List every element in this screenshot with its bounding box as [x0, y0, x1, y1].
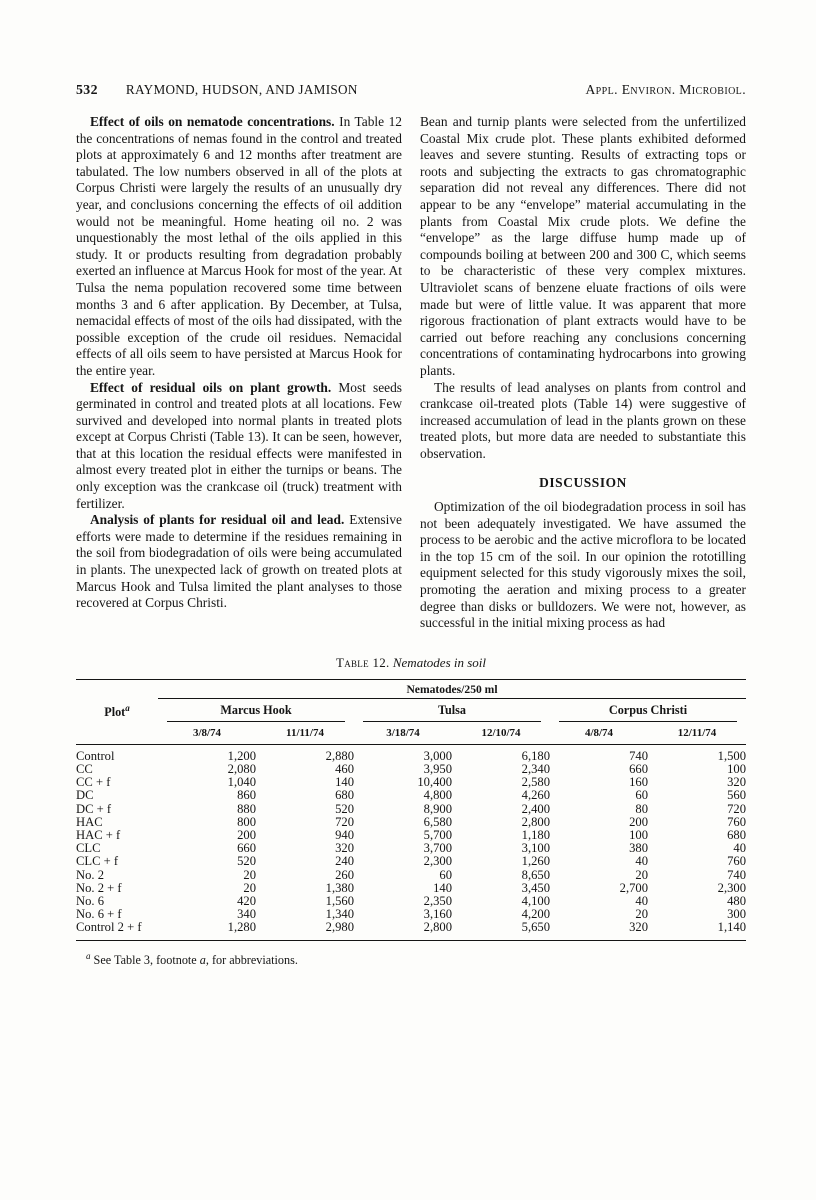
nematode-count-cell: 2,340 — [521, 762, 550, 777]
nematode-count-cell: 5,700 — [423, 828, 452, 843]
nematode-count-cell: 140 — [433, 880, 452, 895]
nematode-count-cell: 520 — [335, 801, 354, 816]
nematode-count-cell: 8,900 — [423, 801, 452, 816]
nematode-count-cell: 560 — [727, 788, 747, 803]
table-caption — [76, 655, 746, 671]
table-row — [76, 869, 746, 882]
nematode-count-cell: 1,380 — [325, 880, 354, 895]
nematode-count-cell: 2,300 — [423, 854, 452, 869]
nematode-count-cell: 3,160 — [423, 907, 452, 922]
nematode-count-cell: 200 — [629, 814, 648, 829]
footnote-text-italic: a — [199, 952, 206, 967]
nematode-count-cell: 660 — [237, 841, 256, 856]
nematode-count-cell: 720 — [335, 814, 354, 829]
nematode-count-cell: 200 — [237, 828, 256, 843]
nematode-count-cell: 260 — [335, 867, 354, 882]
table-12-section — [76, 655, 746, 968]
nematode-count-cell: 760 — [727, 854, 747, 869]
right-column — [420, 114, 746, 632]
nematode-count-cell: 740 — [629, 748, 648, 763]
group-label: Tulsa — [363, 703, 541, 722]
nematode-count-cell: 40 — [635, 894, 648, 909]
nematode-count-cell: 420 — [237, 894, 256, 909]
nematode-count-cell: 2,580 — [521, 775, 550, 790]
nematode-count-cell: 680 — [335, 788, 354, 803]
nematode-count-cell: 10,400 — [417, 775, 452, 790]
nematode-count-cell: 4,800 — [423, 788, 452, 803]
paragraph-discussion-intro: Optimization of the oil biodegradation process in soil has not been adequately investigated. We have assumed the process to be aerobic and the active microflora to be located in the top 15 cm of the soil. In our opinion the rototilling equipment selected for this study vigorously mixes the soil, promoting the aeration and mixing process to a greater degree than disks or bulldozers. We were not, however, as successful in the initial mixing process as had — [420, 499, 746, 631]
nematode-count-cell: 340 — [237, 907, 256, 922]
nematode-count-cell: 1,560 — [325, 894, 354, 909]
nematode-count-cell: 2,300 — [717, 880, 747, 895]
nematode-count-cell: 680 — [727, 828, 747, 843]
table-caption-title: Nematodes in soil — [392, 654, 487, 670]
paragraph-lead: Analysis of plants for residual oil and lead. — [90, 512, 345, 528]
nematode-count-cell: 320 — [629, 920, 648, 935]
date-header-row — [76, 723, 746, 745]
nematode-count-cell: 60 — [439, 867, 452, 882]
plot-label-cell: Control 2 + f — [76, 920, 142, 935]
nematode-count-cell: 940 — [335, 828, 354, 843]
nematode-count-cell: 20 — [243, 880, 256, 895]
paragraph-residual-oils-plant-growth — [76, 380, 402, 513]
nematode-count-cell: 1,040 — [227, 775, 256, 790]
nematode-count-cell: 2,880 — [325, 748, 354, 763]
nematode-count-cell: 460 — [335, 762, 354, 777]
nematode-count-cell: 40 — [733, 841, 747, 856]
page-number: 532 — [76, 82, 98, 97]
nematode-count-cell: 2,400 — [521, 801, 550, 816]
nematode-count-cell: 2,350 — [423, 894, 452, 909]
running-header — [76, 82, 746, 98]
nematode-count-cell: 20 — [635, 907, 648, 922]
nematode-count-cell: 660 — [629, 762, 648, 777]
nematode-count-cell: 880 — [237, 801, 256, 816]
nematode-count-cell: 3,700 — [423, 841, 452, 856]
group-header-tulsa — [354, 698, 550, 723]
nematode-count-cell: 240 — [335, 854, 354, 869]
nematode-count-cell: 100 — [629, 828, 648, 843]
nematode-count-cell: 1,500 — [717, 748, 747, 763]
table-row — [76, 855, 746, 868]
nematode-count-cell: 20 — [243, 867, 256, 882]
journal-name: Appl. Environ. Microbiol. — [585, 82, 746, 97]
table-row — [76, 921, 746, 940]
nematode-count-cell: 1,260 — [521, 854, 550, 869]
group-header-marcus-hook — [158, 698, 354, 723]
nematode-count-cell: 760 — [727, 814, 747, 829]
paragraph-lead-analyses: The results of lead analyses on plants from control and crankcase oil-treated plots (Table 14) were suggestive of increased accumulation of lead in the plants grown on these treated plots, but more data are needed to substantiate this observation. — [420, 379, 746, 461]
table-footnote — [76, 951, 746, 968]
nematode-count-cell: 320 — [727, 775, 747, 790]
nematode-count-cell: 160 — [629, 775, 648, 790]
site-group-row — [76, 698, 746, 723]
nematode-count-cell: 380 — [629, 841, 648, 856]
table-caption-label: Table 12. — [335, 654, 390, 670]
nematode-count-cell: 860 — [237, 788, 256, 803]
discussion-heading: DISCUSSION — [539, 475, 627, 491]
nematode-count-cell: 5,650 — [521, 920, 550, 935]
nematode-count-cell: 480 — [727, 894, 747, 909]
nematode-count-cell: 2,700 — [619, 880, 648, 895]
paragraph-text: In Table 12 the concentrations of nemas found in the control and treated plots at approximately 6 and 12 months after treatment are tabulated. The low numbers observed in all of the plots at Corpus Christi were largely the results of an unusually dry year, and conclusions concerning the effects of oil addition would not be meaningful. Home heating oil no. 2 was unquestionably the most lethal of the oils applied in this study. It or products resulting from degradation probably exerted an influence at Marcus Hook for most of the year. At Tulsa the nema population recovered some time between months 3 and 6 after application. By December, at Tulsa, nemacidal effects of most of the oils had dissipated, with the possible exception of the crude oil residues. Nemacidal effects of all oils seem to have persisted at Marcus Hook for the entire year. — [76, 114, 402, 378]
plot-label-cell: Control — [76, 748, 115, 763]
nematode-count-cell: 2,800 — [423, 920, 452, 935]
plot-header-footnote-marker: a — [125, 703, 130, 714]
plot-label-cell: HAC — [76, 814, 103, 829]
nematode-count-cell: 1,180 — [521, 828, 550, 843]
nematode-count-cell: 720 — [727, 801, 747, 816]
table-body — [76, 744, 746, 940]
nematode-count-cell: 60 — [635, 788, 648, 803]
plot-label-cell: No. 2 + f — [76, 880, 122, 895]
paragraph-bean-turnip: Bean and turnip plants were selected from the unfertilized Coastal Mix crude plot. These plants exhibited deformed leaves and severe stunting. Results of extracting tops or roots and subjecting the extracts to gas chromatographic separation did not reveal any differences. There did not appear to be any “envelope” material accumulating in the plants from Coastal Mix crude plots. We define the “envelope” as the large diffuse hump made up of compounds boiling at between 200 and 300 C, which seems to be characteristic of these very complex mixtures. Ultraviolet scans of benzene eluate fractions of oils were made but were of little value. It was apparent that more rigorous fractionation of plant extracts would have to be carried out before reaching any conclusions concerning concentrations of contaminating hydrocarbons into growing plants. — [420, 114, 746, 378]
nematode-count-cell: 100 — [727, 762, 747, 777]
group-label: Corpus Christi — [559, 703, 737, 722]
page-content — [76, 82, 746, 968]
nematode-count-cell: 1,280 — [227, 920, 256, 935]
left-column — [76, 114, 402, 632]
plot-label-cell: No. 6 + f — [76, 907, 122, 922]
nematode-count-cell: 20 — [635, 867, 648, 882]
running-title: RAYMOND, HUDSON, AND JAMISON — [125, 82, 358, 97]
nematode-count-cell: 800 — [237, 814, 256, 829]
group-label: Marcus Hook — [167, 703, 345, 722]
plot-label-cell: CLC + f — [76, 854, 119, 869]
nematode-count-cell: 3,450 — [521, 880, 550, 895]
plot-label-cell: No. 2 — [76, 867, 104, 882]
nematode-count-cell: 3,000 — [423, 748, 452, 763]
nematode-count-cell: 740 — [727, 867, 747, 882]
paragraph-lead: Effect of oils on nematode concentrations. — [90, 114, 335, 129]
paragraph-analysis-oil-lead — [76, 512, 402, 612]
plot-label-cell: DC — [76, 788, 94, 803]
nematode-count-cell: 2,080 — [227, 762, 256, 777]
paragraph-text: Extensive efforts were made to determine if the residues remaining in the soil from biodegradation of oils were being accumulated in plants. The unexpected lack of growth on treated plots at Marcus Hook and Tulsa limited the plant analyses to those recovered at Corpus Christi. — [76, 512, 402, 611]
plot-label-cell: DC + f — [76, 801, 112, 816]
nematode-count-cell: 140 — [335, 775, 354, 790]
footnote-marker: a — [86, 950, 91, 961]
group-header-corpus-christi — [550, 698, 746, 723]
nematode-count-cell: 3,950 — [423, 762, 452, 777]
date-header: 12/11/74 — [648, 723, 746, 745]
nematode-count-cell: 4,100 — [521, 894, 550, 909]
date-header: 3/8/74 — [158, 723, 256, 745]
nematode-count-cell: 2,800 — [521, 814, 550, 829]
nematode-count-cell: 1,140 — [717, 920, 747, 935]
nematode-count-cell: 40 — [635, 854, 648, 869]
plot-label-cell: No. 6 — [76, 894, 104, 909]
paragraph-text: Most seeds germinated in control and treated plots at all locations. Few survived and developed into normal plants in treated plots except at Corpus Christi (Table 13). It can be seen, however, that at this location the residual effects were manifested in almost every treated plot in either the turnips or beans. The only exception was the crankcase oil (truck) treatment with fertilizer. — [76, 379, 402, 511]
nematode-count-cell: 4,200 — [521, 907, 550, 922]
table-head — [76, 679, 746, 744]
plot-label-cell: HAC + f — [76, 828, 121, 843]
plot-column-header — [76, 679, 158, 744]
unit-header: Nematodes/250 ml — [158, 679, 746, 698]
date-header: 11/11/74 — [256, 723, 354, 745]
plot-header-label: Plot — [104, 705, 126, 720]
footnote-text-pre: See Table 3, footnote — [90, 952, 200, 967]
nematode-count-cell: 1,340 — [325, 907, 354, 922]
nematode-count-cell: 4,260 — [521, 788, 550, 803]
plot-label-cell: CC — [76, 762, 93, 777]
nematode-count-cell: 2,980 — [325, 920, 354, 935]
table-row — [76, 744, 746, 763]
plot-label-cell: CC + f — [76, 775, 111, 790]
table-row — [76, 789, 746, 802]
nematode-count-cell: 320 — [335, 841, 354, 856]
unit-header-row — [76, 679, 746, 698]
nematode-count-cell: 8,650 — [521, 867, 550, 882]
nematode-count-cell: 520 — [237, 854, 256, 869]
nematode-count-cell: 6,580 — [423, 814, 452, 829]
nematodes-table — [76, 679, 746, 941]
nematode-count-cell: 6,180 — [521, 748, 550, 763]
date-header: 12/10/74 — [452, 723, 550, 745]
plot-label-cell: CLC — [76, 841, 101, 856]
nematode-count-cell: 80 — [635, 801, 648, 816]
nematode-count-cell: 1,200 — [227, 748, 256, 763]
date-header: 3/18/74 — [354, 723, 452, 745]
date-header: 4/8/74 — [550, 723, 648, 745]
paragraph-lead: Effect of residual oils on plant growth. — [90, 379, 332, 395]
nematode-count-cell: 300 — [727, 907, 747, 922]
nematode-count-cell: 3,100 — [521, 841, 550, 856]
body-columns — [76, 114, 746, 632]
footnote-text-post: , for abbreviations. — [205, 952, 298, 967]
table-row — [76, 803, 746, 816]
paragraph-nematode-concentrations — [76, 114, 402, 380]
